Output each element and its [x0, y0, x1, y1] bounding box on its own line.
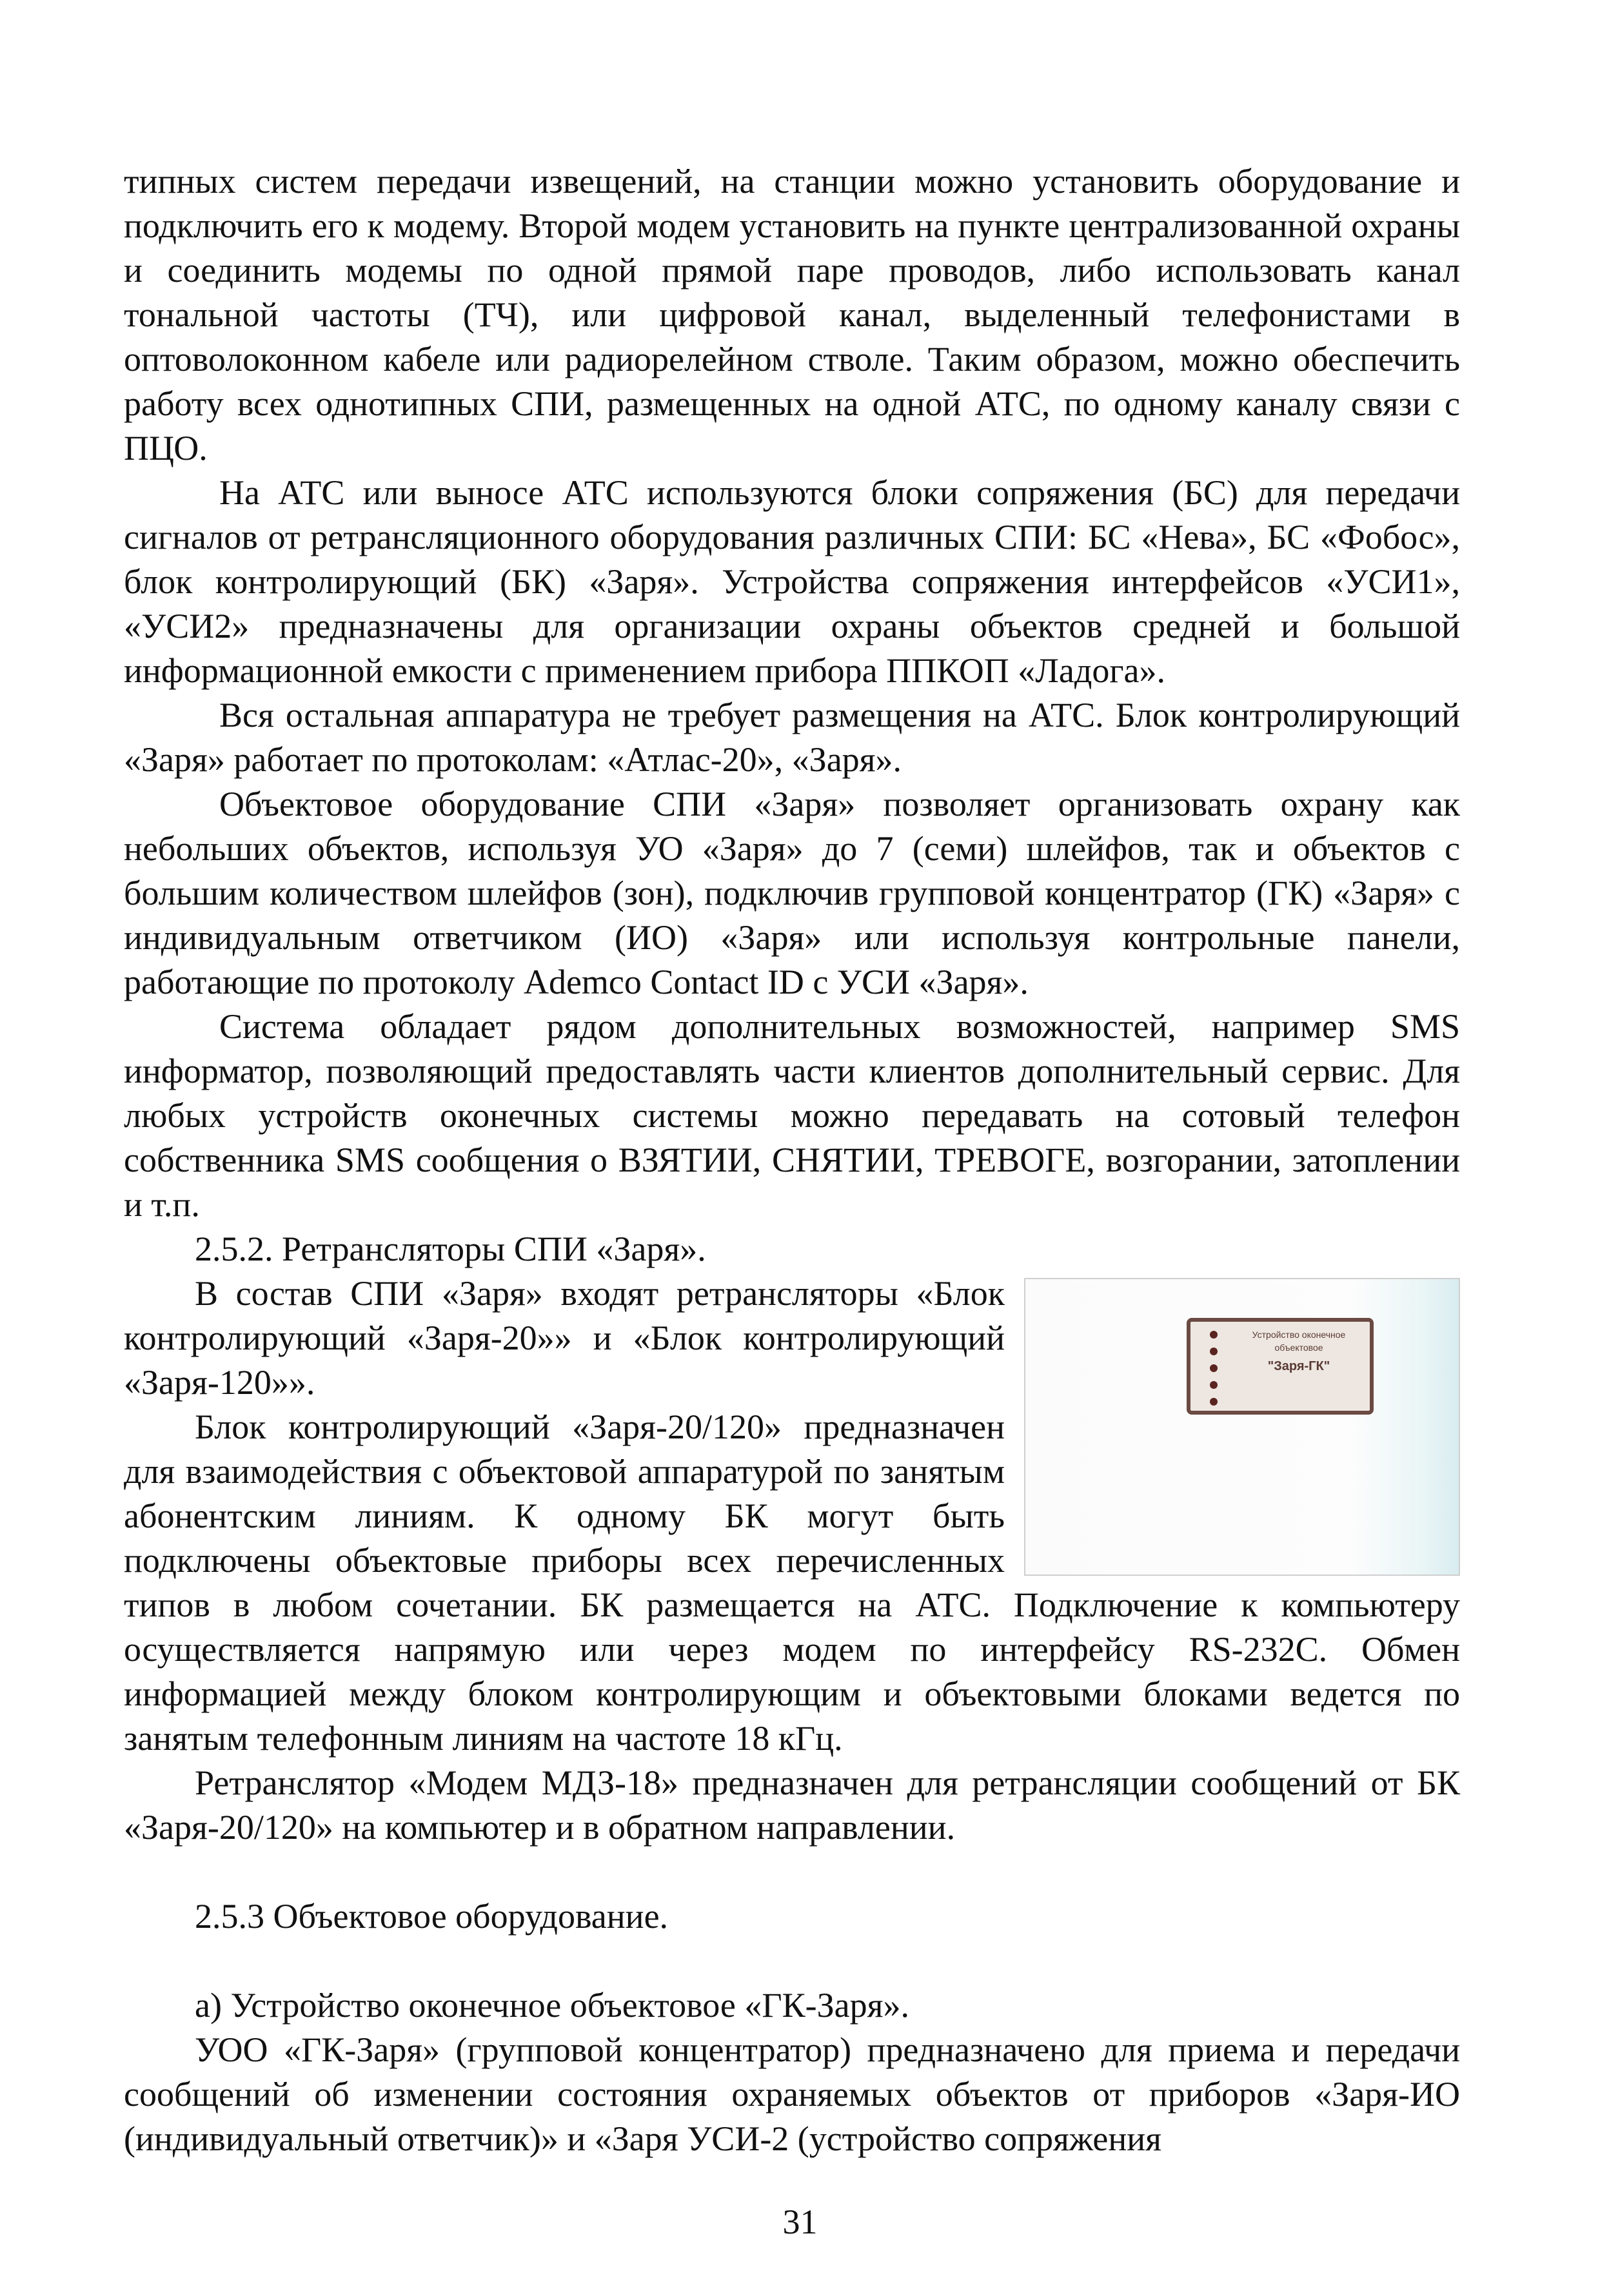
label-text	[1228, 1328, 1370, 1376]
section-heading: 2.5.2. Ретрансляторы СПИ «Заря».	[195, 1230, 706, 1268]
led-icon	[1210, 1381, 1218, 1389]
page-body	[124, 159, 1460, 2161]
subsection-heading: а) Устройство оконечное объектовое «ГК-Заря».	[195, 1986, 909, 2025]
label-line: Устройство оконечное	[1252, 1330, 1346, 1340]
paragraph: Ретранслятор «Модем МДЗ-18» предназначен для ретрансляции сообщений от БК «Заря-20/120» на компьютер и в обратном направлении.	[124, 1763, 1460, 1847]
led-icon	[1210, 1348, 1218, 1355]
device-photo	[1024, 1278, 1460, 1576]
paragraph: Объектовое оборудование СПИ «Заря» позволяет организовать охрану как небольших объектов, используя УО «Заря» до 7 (семи) шлейфов, так и объектов с большим количеством шлейфов (зон), подключив групповой концентратор (ГК) «Заря» с индивидуальным ответчиком (ИО) «Заря» или используя контрольные панели, работающие по протоколу Ademco Contact ID с УСИ «Заря».	[124, 785, 1460, 1001]
paragraph: типных систем передачи извещений, на станции можно установить оборудование и подключить его к модему. Второй модем установить на пункте централизованной охраны и соединить модемы по одной прямой паре проводов, либо использовать канал тональной частоты (ТЧ), или цифровой канал, выделенный телефонистами в оптоволоконном кабеле или радиорелейном стволе. Таким образом, можно обеспечить работу всех однотипных СПИ, размещенных на одной АТС, по одному каналу связи с ПЦО.	[124, 162, 1460, 467]
paragraph: В состав СПИ «Заря» входят ретрансляторы «Блок контролирующий «Заря-20»» и «Блок контролирующий «Заря-120»».	[124, 1274, 1005, 1402]
device-label	[1187, 1318, 1374, 1415]
section-heading: 2.5.3 Объектовое оборудование.	[195, 1897, 669, 1936]
paragraph: Система обладает рядом дополнительных возможностей, например SMS информатор, позволяющий предоставлять части клиентов дополнительный сервис. Для любых устройств оконечных системы можно передавать на сотовый телефон собственника SMS сообщения о ВЗЯТИИ, СНЯТИИ, ТРЕВОГЕ, возгорании, затоплении и т.п.	[124, 1007, 1460, 1224]
label-line: объектовое	[1274, 1342, 1323, 1353]
led-icon	[1210, 1331, 1218, 1339]
label-title: "Заря-ГК"	[1267, 1359, 1330, 1373]
page-number: 31	[782, 2203, 818, 2241]
paragraph: Вся остальная аппаратура не требует размещения на АТС. Блок контролирующий «Заря» работает по протоколам: «Атлас-20», «Заря».	[124, 696, 1460, 779]
led-icon	[1210, 1364, 1218, 1372]
led-icon	[1210, 1398, 1218, 1406]
paragraph: На АТС или выносе АТС используются блоки сопряжения (БС) для передачи сигналов от ретрансляционного оборудования различных СПИ: БС «Нева», БС «Фобос», блок контролирующий (БК) «Заря». Устройства сопряжения интерфейсов «УСИ1», «УСИ2» предназначены для организации охраны объектов средней и большой информационной емкости с применением прибора ППКОП «Ладога».	[124, 473, 1460, 690]
paragraph: УОО «ГК-Заря» (групповой концентратор) предназначено для приема и передачи сообщений об изменении состояния охраняемых объектов от приборов «Заря-ИО (индивидуальный ответчик)» и «Заря УСИ-2 (устройство сопряжения	[124, 2030, 1460, 2158]
paragraph: Блок контролирующий «Заря-20/120» предназначен для взаимодействия с объектовой аппаратурой по занятым абонентским линиям. К одному БК могут быть подключены объектовые приборы всех перечисленных типов в любом сочетании. БК размещается на АТС. Подключение к компьютеру осуществляется напрямую или через модем по интерфейсу RS-232C. Обмен информацией между блоком контролирующим и объектовыми блоками ведется по занятым телефонным линиям на частоте 18 кГц.	[124, 1408, 1460, 1758]
